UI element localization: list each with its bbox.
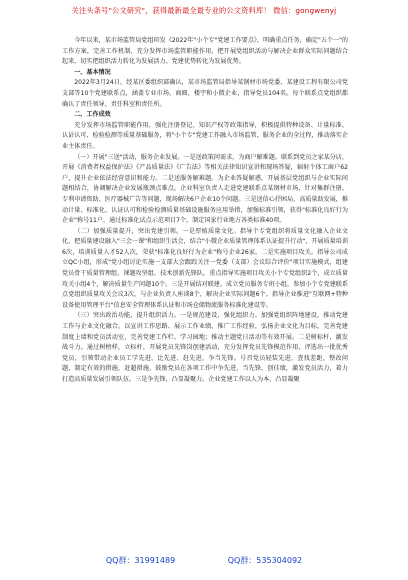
section-heading: 二、工作成效 xyxy=(74,111,111,119)
body-paragraph: （三）突出政治功能，提升组织活力。一是规范建设，强化组织力。加强党组织阵地建设，推动党建工作与企业文化融合，以宣讲工作思路、展示工作业绩、推广工作经验，弘扬企业文化为目标，完善党建制度上墙和党员活动室，完善党建工作栏、学习园地；推动主题党日活动等有效开展。二是树标杆，激发战斗力。通过树榜样，立标杆，开展党员先锋岗创建活动，充分发挥党员先锋模范作用，评选出一批优秀党员，引领带动企业员工学先进、比先进、赶先进，争当先锋。号召党员轻装先进，查找差距，整改问题，制定有效的措施，赶超措施，鼓励党员在各项工作中争先进，当先锋、创佳绩，激发党员活力，着力打造高质量发展引领队伍。三是争先锋，凸显凝聚力。企业党建工作以人为本，凸显凝聚 xyxy=(62,312,348,383)
promo-header: 关注头条号"公文研究"，获得最新最全最专业的公文资料库！ 微信：gongwenyj xyxy=(71,6,337,15)
qq-group-2: QQ群：535304092 xyxy=(227,556,303,565)
body-paragraph: 充分发挥市场监管职能作用，强化注册登记、知识产权等政策指导，积极提供特种设备、计量标准、认证认可、检验检测等质量基础服务，将"小个专"党建工作融入市场监管、服务企业的全过程，推动落实企业主体责任。 xyxy=(62,121,348,150)
body-paragraph: 2022年3月24日，经某区委组织部确认，某市场监管局指导某钢材市场党委、某建设工程有限公司党支部等10个党建联系点，涵盖专业市场、商圈、楼宇和小微企业，指导党员104名。每个联系点党组织都确认了责任领导、责任科室和责任所。 xyxy=(62,79,348,108)
body-paragraph: （二）加强质量提升，突出党建引领。一是厚植质量文化。指导个专党组织将质量文化融入企业文化，把质量建设融入"三会一课"和组织生活会，结合"小微企业质量管理体系认证提升行动"，开展质量培训6次，培训质量人才52人次，荣获"标准化良好行为企业"称号企业26家。二是实施项目攻关。指导公司成立QC小组，形成"党小组讨论实施一支部大会跟踪关注一党委（支部）会议综合评价"项目实施模式，组建党员骨干质量管理组、课题攻坚组、技术创新先锋队，重点指导实施项目攻关小个专党组织2个，成立质量攻关小组4个，解决质量生产问题10个。三是开展结对联建。成立党员服务专班小组，参加小个专党建联系点党组织质量攻关会议3次，与企业负责人座谈8个，解决企业实际问题6个。指导企业推进"互联网+特种设备使用管理平台"信息安全管理体系认证和市场仓储物流服务标准化建设等。 xyxy=(62,227,348,309)
document-body xyxy=(62,36,348,386)
section-heading: 一、基本情况 xyxy=(74,68,111,76)
qq-group-1: QQ群：31991489 xyxy=(105,556,176,565)
body-paragraph: 今年以来，某市场监管局党组印发《2022年"小个专"党建工作要点》，明确重点任务，确定"五个一"的工作方案，完善工作机制，充分发挥市场监管职能作用，把开展党组织活动与解决企业群众实际问题结合起来，切实把组织活力转化为发展活力、党建优势转化为发展优势。 xyxy=(62,37,348,66)
footer-contacts xyxy=(0,555,408,566)
body-paragraph: （一）开展"三送"活动，服务企业发展。一是送政策问需求，为商户解难题。联系到党员之家某分店，开展《消费者权益保护法》《产品质量法》《广告法》等相关法律知识宣讲和现场答疑，辐射个体工商户62户，提升企业依法经营意识和能力。二是送服务解难题。为企业答疑解惑，开展基层党组织与企业实际问题相结合，协调解决企业发展瓶颈点难点，企业科室负责人走进党建联系点某钢材市场，针对集群注册、专利申请资助、医疗器械广告等问题，现场解决6户企业10个问题。三是送信心抒困局，高质量助发展，推动计量、标准化、认证认可和检验检测质量基础设施服务应用举措，加强标准引领，获得"标准化良好行为企业"称号11户，通过标准化试点示范项目7个，制定国家行业地方各类标准40项。 xyxy=(62,153,348,225)
